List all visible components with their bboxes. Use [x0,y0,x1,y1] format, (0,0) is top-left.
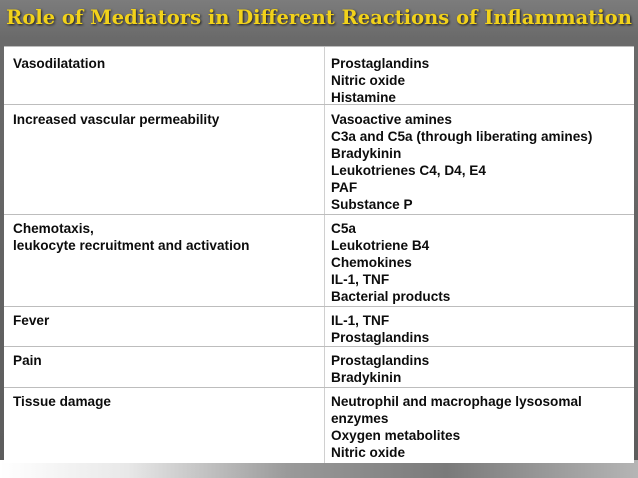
mediators-cell: IL-1, TNF Prostaglandins [331,313,430,345]
reaction-cell: Fever [13,313,50,328]
table-row [4,104,634,215]
mediators-cell: Vasoactive amines C3a and C5a (through liberating amines) Bradykinin Leukotrienes C4, D4, E4 PAF Substance P [331,112,593,212]
reaction-cell: Chemotaxis, leukocyte recruitment and activation [13,221,250,253]
reaction-cell: Tissue damage [13,394,111,409]
slide-title: Role of Mediators in Different Reactions of Inflammation [6,6,632,29]
table-row [4,46,634,105]
table-row [4,306,634,347]
reaction-cell: Pain [13,353,42,368]
reaction-cell: Vasodilatation [13,56,106,71]
table-row [4,214,634,307]
table-row [4,346,634,388]
table-row [4,387,634,464]
mediators-table [4,46,634,463]
mediators-cell: Prostaglandins Bradykinin [331,353,430,385]
mediators-cell: C5a Leukotriene B4 Chemokines IL-1, TNF Bacterial products [331,221,451,304]
mediators-cell: Neutrophil and macrophage lysosomal enzymes Oxygen metabolites Nitric oxide [331,394,582,460]
mediators-cell: Prostaglandins Nitric oxide Histamine [331,56,430,105]
reaction-cell: Increased vascular permeability [13,112,220,127]
